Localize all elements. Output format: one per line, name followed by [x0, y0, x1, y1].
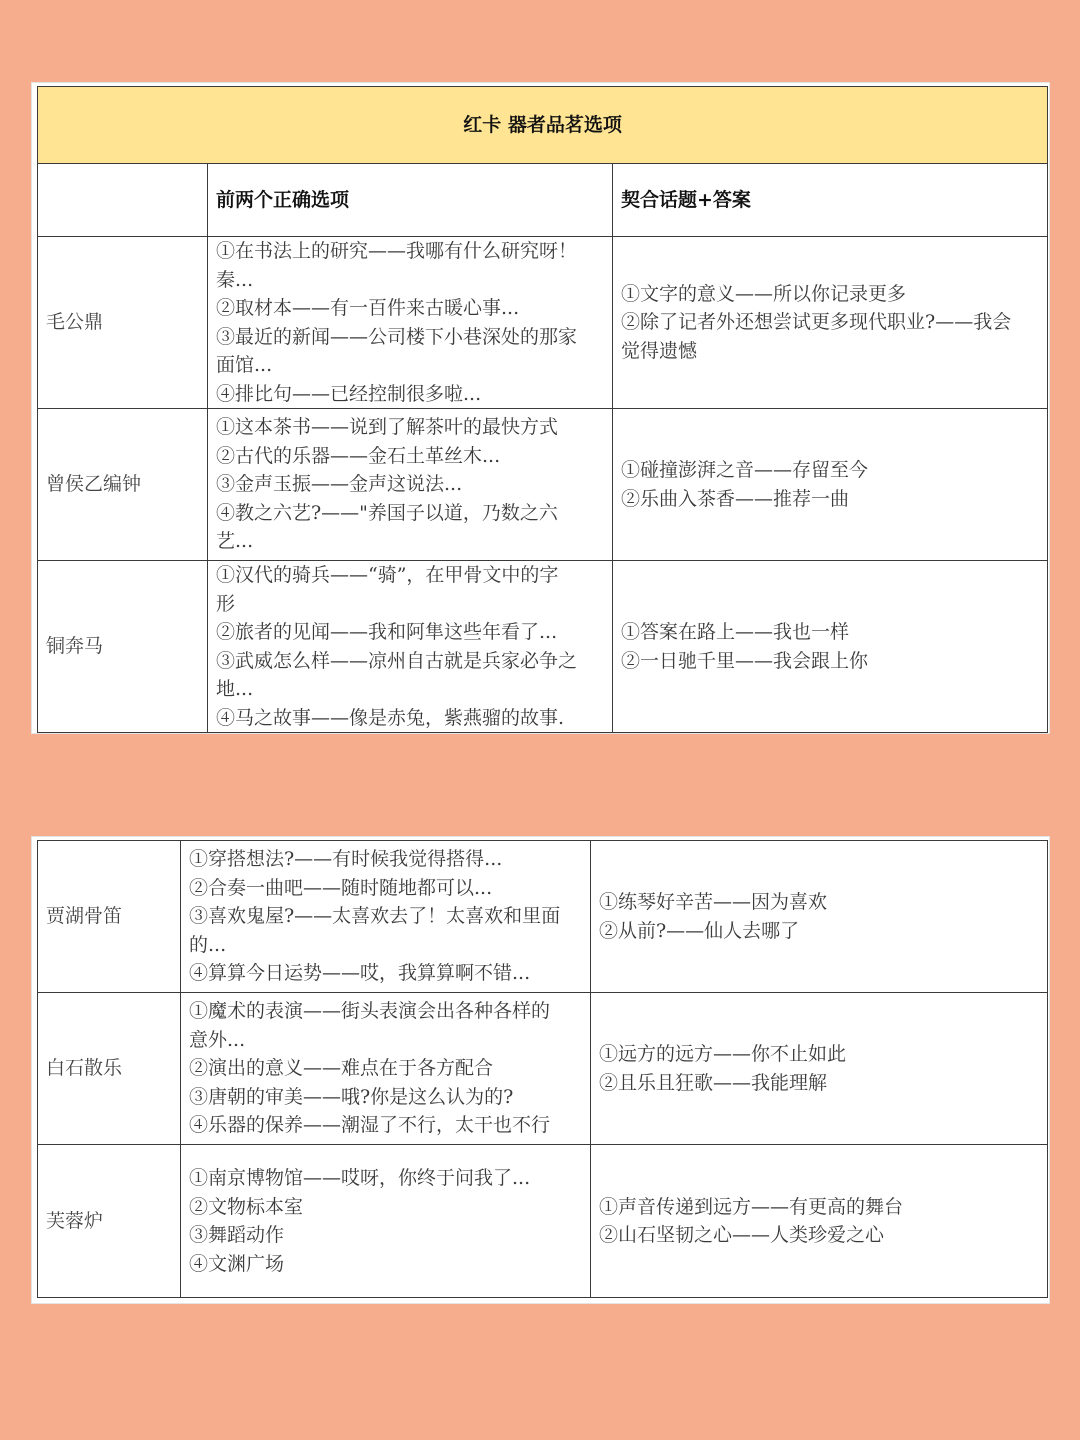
tea-options-table-1	[37, 86, 1048, 733]
table-row	[38, 993, 1048, 1145]
answer-line: ②从前?——仙人去哪了	[599, 919, 800, 942]
option-line: ②文物标本室	[189, 1195, 304, 1218]
option-line: ④文渊广场	[189, 1252, 285, 1275]
option-line: ③喜欢鬼屋?——太喜欢去了！太喜欢和里面	[189, 905, 561, 928]
answer-line: ②且乐且狂歌——我能理解	[599, 1071, 828, 1094]
option-line: ④乐器的保养——潮湿了不行，太干也不行	[189, 1114, 551, 1137]
table-title-row	[38, 87, 1048, 164]
answer-line: ①练琴好辛苦——因为喜欢	[599, 891, 828, 913]
option-line: ②演出的意义——难点在于各方配合	[189, 1057, 494, 1080]
options-cell	[181, 993, 591, 1145]
option-line: ④算算今日运势——哎，我算算啊不错...	[189, 962, 531, 985]
table-row	[38, 237, 1048, 409]
answer-line: ②一日驰千里——我会跟上你	[621, 649, 869, 672]
option-line: ①汉代的骑兵——“骑”，在甲骨文中的字	[216, 564, 559, 586]
option-line: ①南京博物馆——哎呀，你终于问我了...	[189, 1167, 531, 1189]
answers-cell	[591, 993, 1048, 1145]
options-cell	[181, 1145, 591, 1298]
option-line: ①魔术的表演——街头表演会出各种各样的	[189, 1000, 551, 1023]
answer-line: 觉得遗憾	[621, 339, 698, 362]
item-name: 曾侯乙编钟	[38, 409, 208, 561]
answer-line: ①答案在路上——我也一样	[621, 621, 850, 643]
item-name: 白石散乐	[38, 993, 181, 1145]
answers-cell	[591, 1145, 1048, 1298]
header-options: 前两个正确选项	[208, 164, 613, 237]
answer-line: ②乐曲入茶香——推荐一曲	[621, 487, 850, 510]
option-line: ④马之故事——像是赤兔，紫燕骝的故事.	[216, 706, 565, 729]
option-line: 秦...	[216, 268, 254, 291]
item-name: 毛公鼎	[38, 237, 208, 409]
option-line: ②古代的乐器——金石土革丝木...	[216, 444, 501, 467]
options-cell	[208, 237, 613, 409]
item-name: 芙蓉炉	[38, 1145, 181, 1298]
answer-line: ②山石坚韧之心——人类珍爱之心	[599, 1224, 885, 1246]
option-line: ②合奏一曲吧——随时随地都可以...	[189, 876, 493, 899]
option-line: ①在书法上的研究——我哪有什么研究呀！	[216, 240, 578, 262]
answers-cell	[613, 409, 1048, 561]
answer-line: ②除了记者外还想尝试更多现代职业?——我会	[621, 311, 1012, 334]
table-row	[38, 841, 1048, 993]
option-line: 面馆...	[216, 354, 273, 376]
tea-options-table-2	[37, 840, 1048, 1298]
options-cell	[181, 841, 591, 993]
options-cell	[208, 409, 613, 561]
options-cell	[208, 561, 613, 733]
table-card-bottom	[31, 836, 1050, 1304]
option-line: 形	[216, 592, 236, 615]
answers-cell	[591, 841, 1048, 993]
option-line: 艺...	[216, 530, 254, 553]
option-line: ①这本茶书——说到了解茶叶的最快方式	[216, 416, 559, 439]
table-row	[38, 1145, 1048, 1298]
option-line: 的...	[189, 933, 227, 956]
item-name: 贾湖骨笛	[38, 841, 181, 993]
table-title: 红卡 器者品茗选项	[38, 87, 1048, 164]
table-row	[38, 409, 1048, 561]
header-answers: 契合话题+答案	[613, 164, 1048, 237]
answers-cell	[613, 237, 1048, 409]
option-line: ②取材本——有一百件来古暖心事...	[216, 297, 520, 319]
option-line: 地...	[216, 678, 254, 700]
answer-line: ①声音传递到远方——有更高的舞台	[599, 1195, 904, 1218]
table-card-top	[31, 82, 1050, 734]
answer-line: ①远方的远方——你不止如此	[599, 1043, 847, 1065]
table-row	[38, 561, 1048, 733]
option-line: ④教之六艺?——"养国子以道，乃数之六	[216, 501, 558, 524]
header-empty	[38, 164, 208, 237]
table-header-row	[38, 164, 1048, 237]
answers-cell	[613, 561, 1048, 733]
option-line: ②旅者的见闻——我和阿隼这些年看了...	[216, 621, 558, 643]
item-name: 铜奔马	[38, 561, 208, 733]
answer-line: ①文字的意义——所以你记录更多	[621, 282, 907, 305]
option-line: 意外...	[189, 1028, 246, 1051]
option-line: ③舞蹈动作	[189, 1224, 285, 1246]
option-line: ③最近的新闻——公司楼下小巷深处的那家	[216, 325, 578, 348]
option-line: ④排比句——已经控制很多啦...	[216, 382, 482, 405]
answer-line: ①碰撞澎湃之音——存留至今	[621, 459, 869, 481]
option-line: ①穿搭想法?——有时候我觉得搭得...	[189, 848, 503, 871]
option-line: ③唐朝的审美——哦?你是这么认为的?	[189, 1085, 514, 1108]
option-line: ③金声玉振——金声这说法...	[216, 473, 463, 496]
option-line: ③武威怎么样——凉州自古就是兵家必争之	[216, 649, 578, 672]
